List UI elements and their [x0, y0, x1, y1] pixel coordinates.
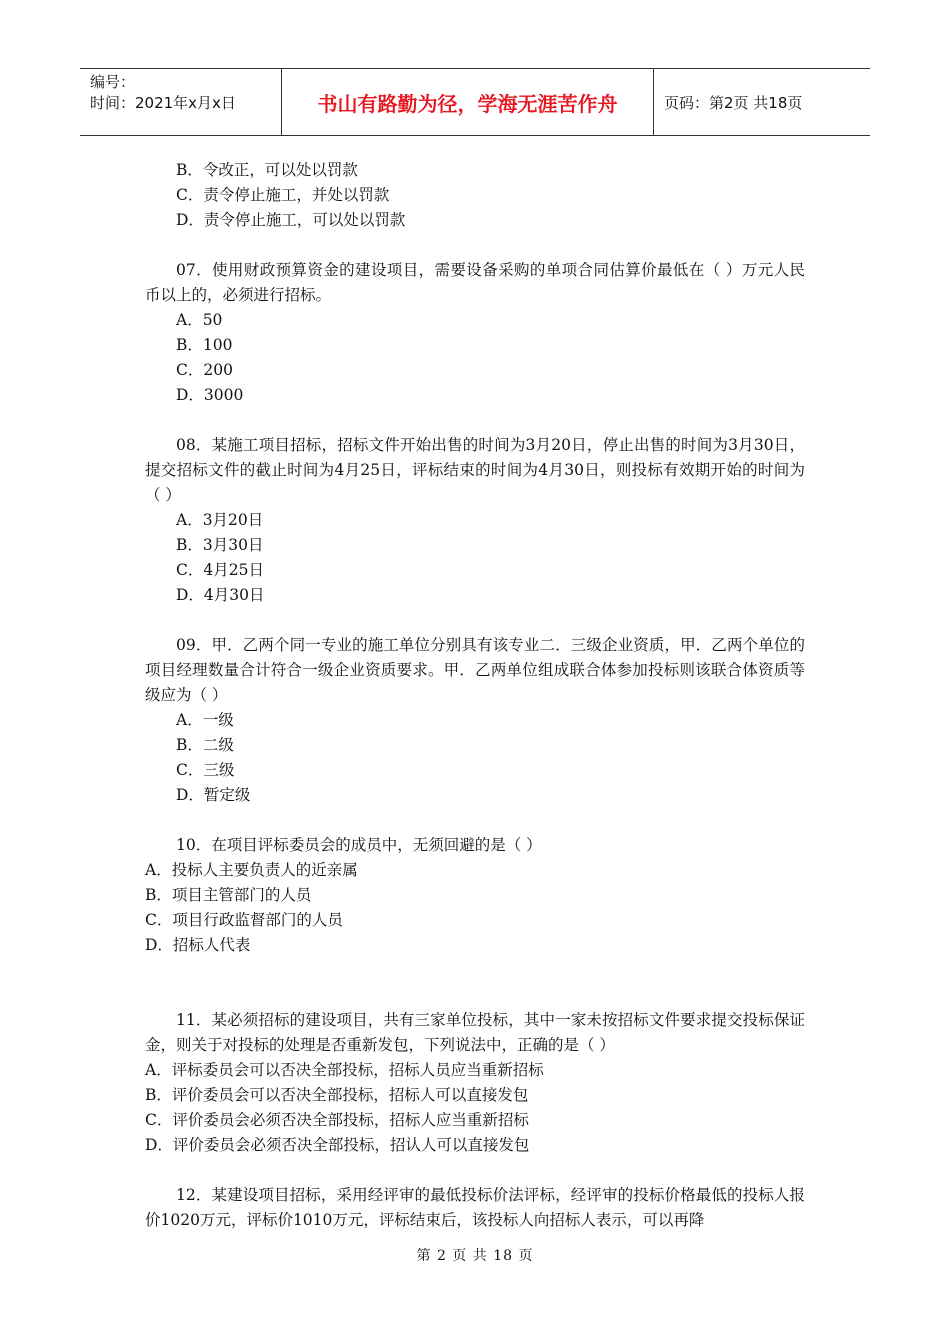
option-c-prev: C．责令停止施工，并处以罚款 [176, 186, 390, 204]
page-footer: 第 2 页 共 18 页 [416, 1248, 534, 1264]
question-08-option-b: B．3月30日 [176, 536, 264, 554]
question-10-option-d: D．招标人代表 [145, 936, 251, 954]
question-08-option-c: C．4月25日 [176, 561, 264, 579]
question-11-option-d: D．评价委员会必须否决全部投标，招认人可以直接发包 [145, 1136, 530, 1154]
question-11-option-a: A．评标委员会可以否决全部投标，招标人员应当重新招标 [145, 1061, 544, 1079]
time-label: 时间：2021年x月x日 [90, 94, 236, 112]
question-07-option-d: D．3000 [176, 386, 244, 404]
question-12-stem: 12．某建设项目招标，采用经评审的最低投标价法评标，经评审的投标价格最低的投标人报价1020万元，评标价1010万元，评标结束后，该投标人向招标人表示，可以再降 [145, 1186, 805, 1229]
question-10-option-a: A．投标人主要负责人的近亲属 [145, 861, 358, 879]
option-d-prev: D．责令停止施工，可以处以罚款 [176, 211, 406, 229]
header-motto: 书山有路勤为径，学海无涯苦作舟 [282, 69, 654, 135]
question-10-option-b: B．项目主管部门的人员 [145, 886, 312, 904]
header-meta [80, 69, 282, 135]
question-09-stem: 09．甲．乙两个同一专业的施工单位分别具有该专业二．三级企业资质，甲．乙两个单位的项目经理数量合计符合一级企业资质要求。甲．乙两单位组成联合体参加投标则该联合体资质等级应为（ ） [145, 636, 805, 704]
question-08-option-d: D．4月30日 [176, 586, 265, 604]
question-08-option-a: A．3月20日 [176, 511, 264, 529]
page-header [80, 68, 870, 136]
question-09-option-c: C．三级 [176, 761, 235, 779]
question-07-option-a: A．50 [176, 311, 223, 329]
question-07-option-b: B．100 [176, 336, 233, 354]
question-09-option-a: A．一级 [176, 711, 234, 729]
option-b-prev: B．令改正，可以处以罚款 [176, 161, 358, 179]
header-page-info: 页码：第2页 共18页 [664, 93, 803, 112]
question-11-stem: 11．某必须招标的建设项目，共有三家单位投标，其中一家未按招标文件要求提交投标保证金，则关于对投标的处理是否重新发包，下列说法中，正确的是（ ） [145, 1011, 805, 1054]
question-10-stem: 10．在项目评标委员会的成员中，无须回避的是（ ） [176, 836, 542, 854]
question-08-stem: 08．某施工项目招标，招标文件开始出售的时间为3月20日，停止出售的时间为3月30日，提交招标文件的截止时间为4月25日，评标结束的时间为4月30日，则投标有效期开始的时间为（ ） [145, 436, 805, 504]
question-11-option-c: C．评价委员会必须否决全部投标，招标人应当重新招标 [145, 1111, 529, 1129]
number-label: 编号： [90, 73, 136, 91]
question-07-stem: 07．使用财政预算资金的建设项目，需要设备采购的单项合同估算价最低在（ ）万元人民币以上的，必须进行招标。 [145, 261, 805, 304]
question-09-option-b: B．二级 [176, 736, 234, 754]
question-07-option-c: C．200 [176, 361, 233, 379]
question-09-option-d: D．暂定级 [176, 786, 251, 804]
question-10-option-c: C．项目行政监督部门的人员 [145, 911, 343, 929]
document-body [145, 158, 805, 1233]
question-11-option-b: B．评价委员会可以否决全部投标，招标人可以直接发包 [145, 1086, 529, 1104]
